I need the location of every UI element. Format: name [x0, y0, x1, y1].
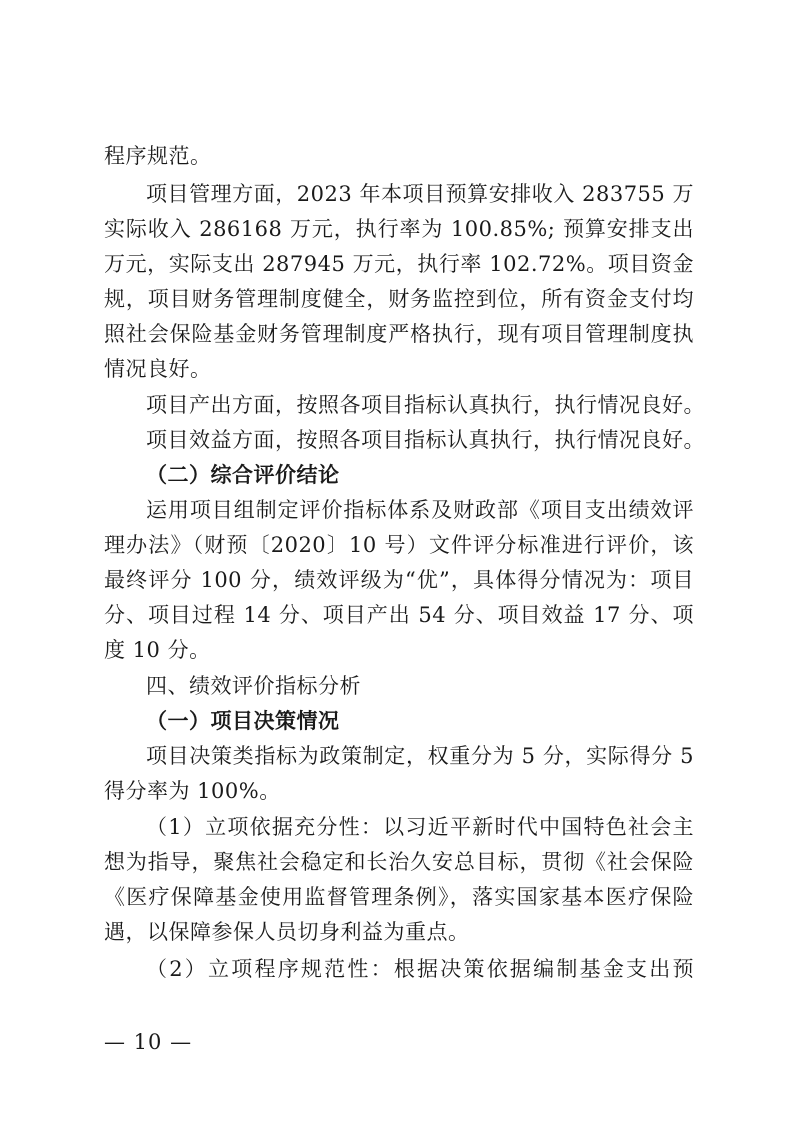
- paragraph-line: 最终评分 100 分，绩效评级为“优”，具体得分情况为：项目: [104, 568, 694, 592]
- paragraph-line: 项目决策类指标为政策制定，权重分为 5 分，实际得分 5: [146, 744, 694, 768]
- paragraph-line: 理办法》（财预〔2020〕10 号）文件评分标准进行评价，该: [104, 533, 694, 557]
- paragraph-line: 情况良好。: [104, 357, 212, 381]
- paragraph-line: 想为指导，聚焦社会稳定和长治久安总目标，贯彻《社会保险: [104, 850, 694, 874]
- paragraph-line: 照社会保险基金财务管理制度严格执行，现有项目管理制度执: [104, 322, 694, 346]
- paragraph-line: 《医疗保障基金使用监督管理条例》，落实国家基本医疗保险: [104, 885, 694, 909]
- section-heading: （二）综合评价结论: [146, 463, 340, 487]
- paragraph-line: 运用项目组制定评价指标体系及财政部《项目支出绩效评: [146, 498, 694, 522]
- paragraph-line: 得分率为 100%。: [104, 779, 281, 803]
- paragraph-line: 项目管理方面，2023 年本项目预算安排收入 283755 万: [146, 182, 694, 206]
- paragraph-line: （1）立项依据充分性：以习近平新时代中国特色社会主: [146, 815, 694, 839]
- paragraph-line: 规，项目财务管理制度健全，财务监控到位，所有资金支付均: [104, 287, 694, 311]
- paragraph-line: 程序规范。: [104, 144, 212, 168]
- paragraph-line: 度 10 分。: [104, 638, 211, 662]
- paragraph-line: 项目效益方面，按照各项目指标认真执行，执行情况良好。: [146, 428, 705, 452]
- chapter-heading: 四、绩效评价指标分析: [146, 674, 361, 698]
- paragraph-line: 实际收入 286168 万元，执行率为 100.85%; 预算安排支出: [104, 217, 694, 241]
- paragraph-line: 遇，以保障参保人员切身利益为重点。: [104, 920, 470, 944]
- section-heading: （一）项目决策情况: [146, 709, 340, 733]
- paragraph-line: （2）立项程序规范性：根据决策依据编制基金支出预: [146, 957, 694, 981]
- paragraph-line: 分、项目过程 14 分、项目产出 54 分、项目效益 17 分、项: [104, 603, 694, 627]
- paragraph-line: 万元，实际支出 287945 万元，执行率 102.72%。项目资金: [104, 252, 694, 276]
- paragraph-line: 项目产出方面，按照各项目指标认真执行，执行情况良好。: [146, 393, 705, 417]
- page-number: — 10 —: [104, 1030, 193, 1054]
